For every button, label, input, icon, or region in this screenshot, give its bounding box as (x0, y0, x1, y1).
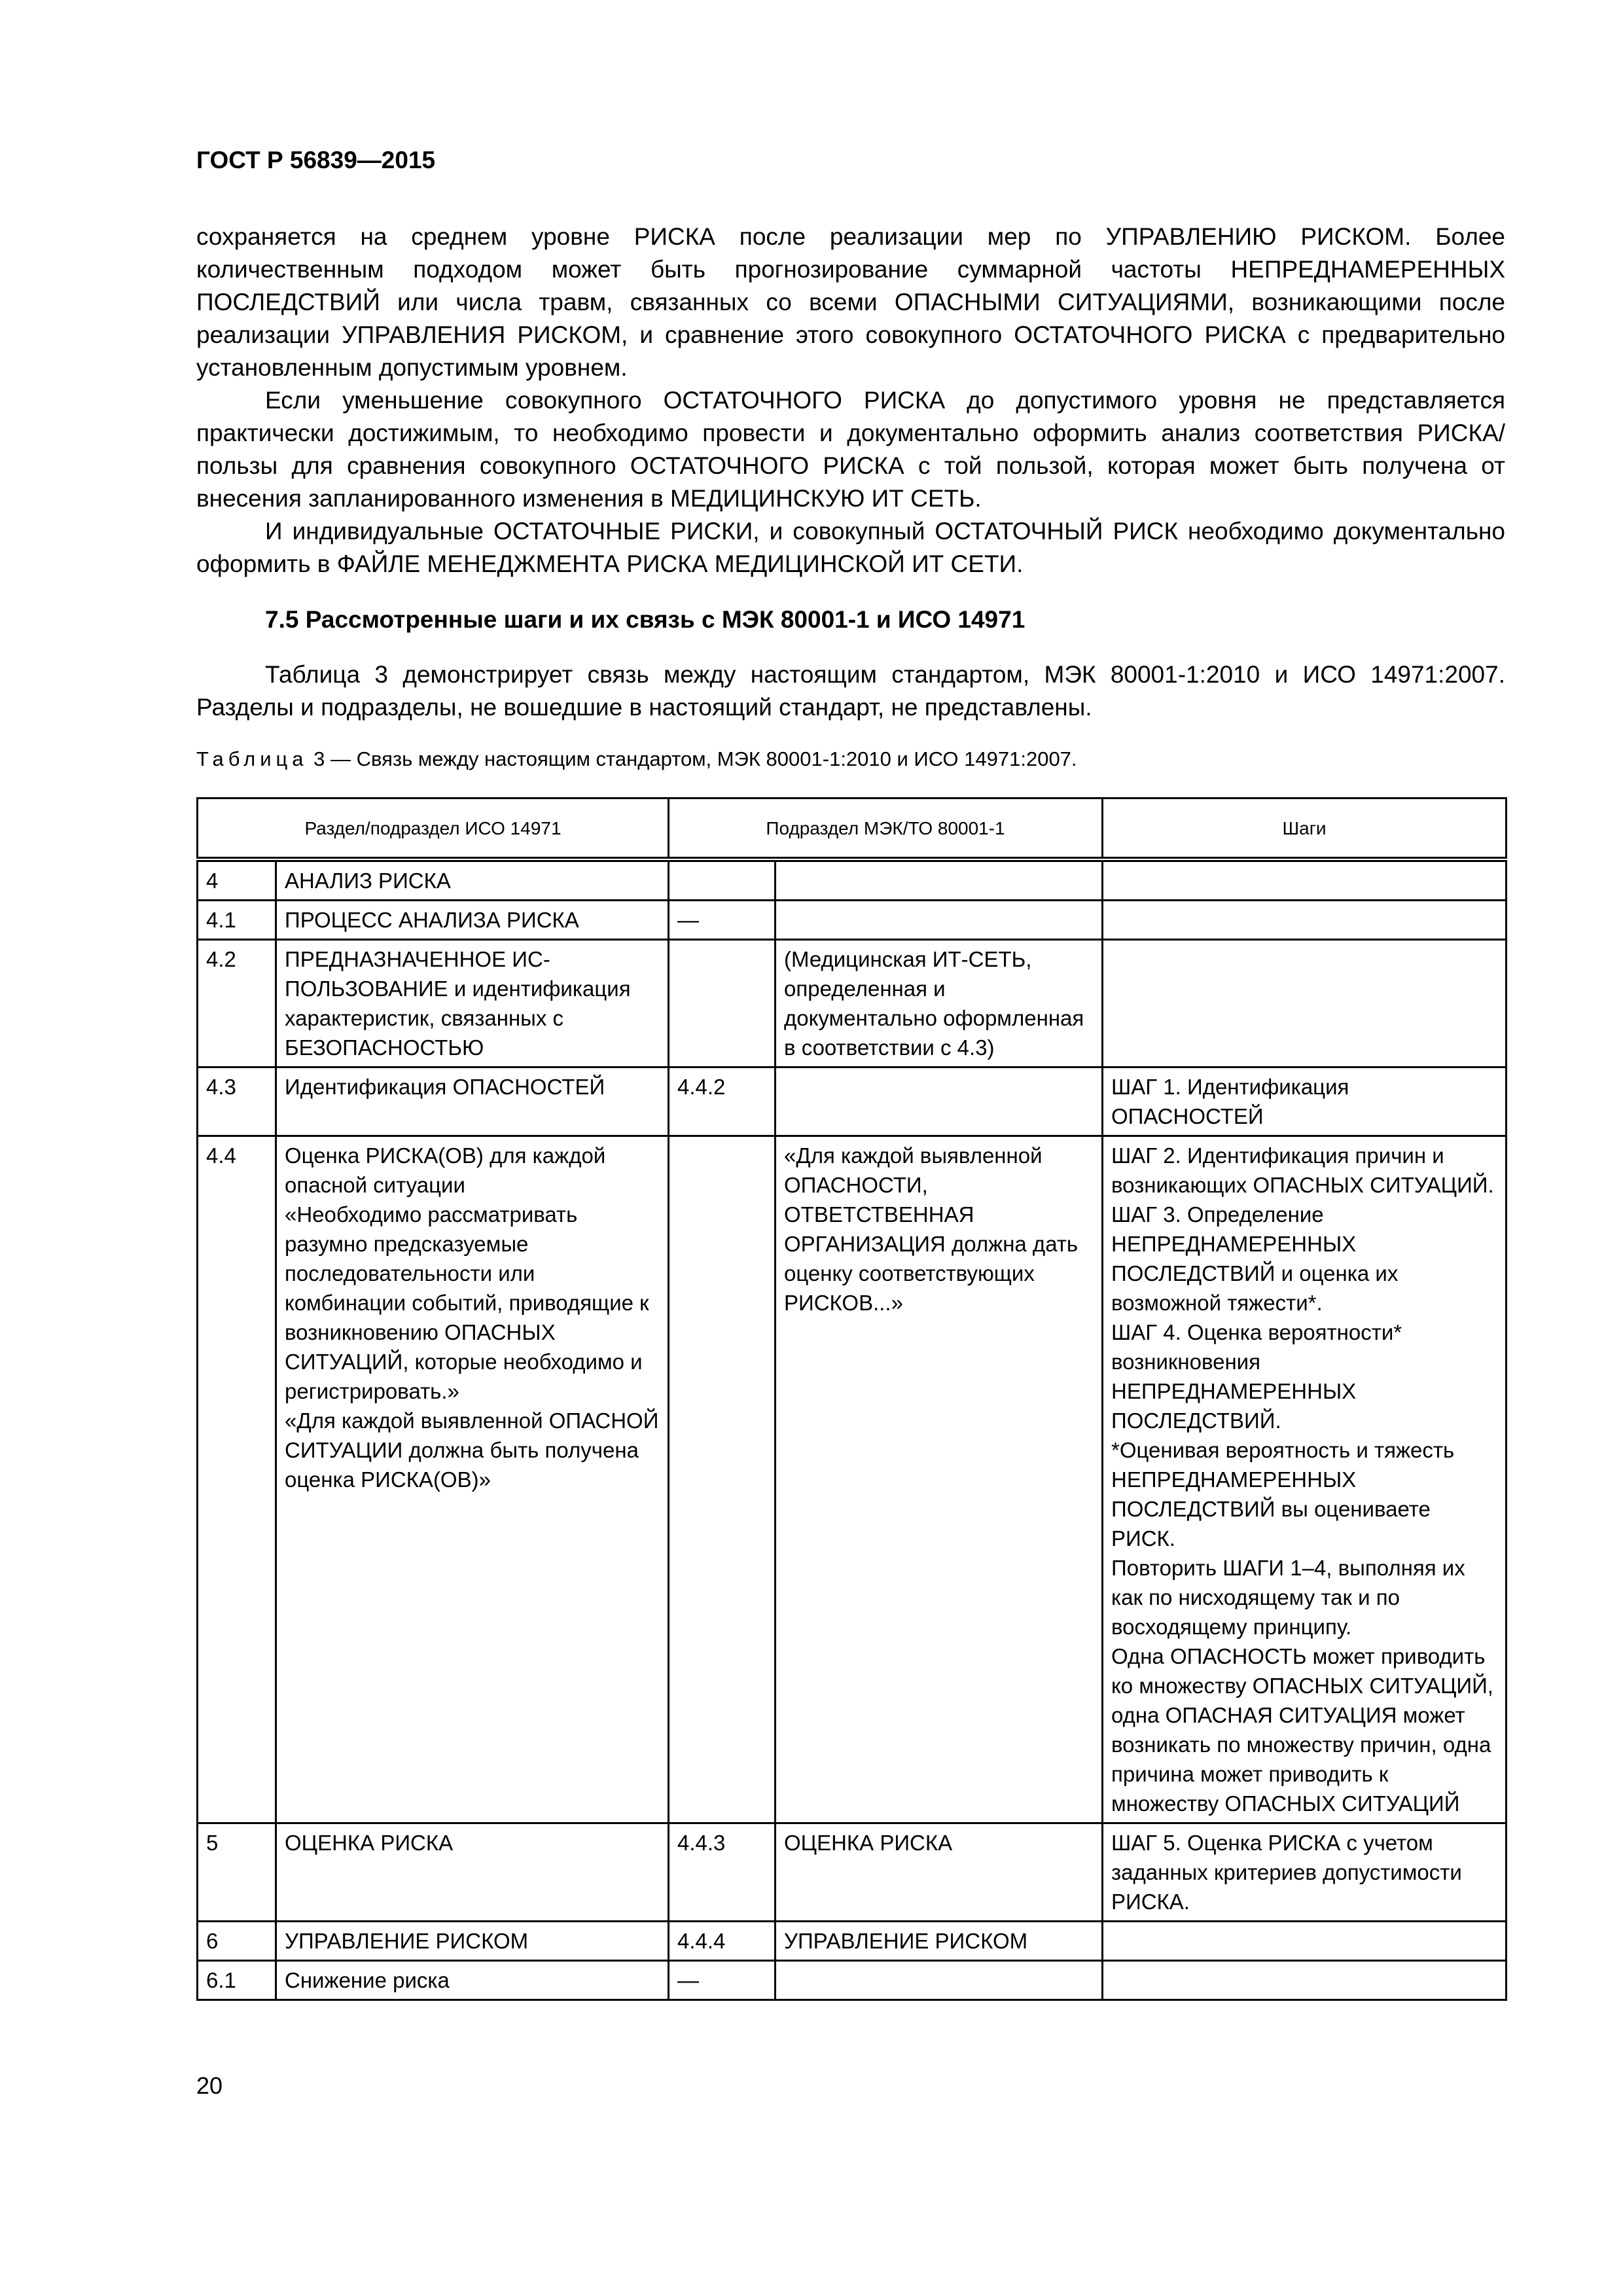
section-heading: 7.5 Рассмотренные шаги и их связь с МЭК 80001-1 и ИСО 14971 (265, 606, 1026, 633)
cell-iec-number: 4.4.3 (669, 1823, 776, 1922)
document-header-title: ГОСТ Р 56839—2015 (196, 147, 436, 173)
iec-text-line: (Медицинская ИТ-СЕТЬ, определенная и документально оформленная в соответствии с 4.3) (784, 947, 1084, 1060)
cell-iso-title (276, 940, 669, 1067)
cell-iso-number: 4.2 (198, 940, 276, 1067)
header-iso: Раздел/подраздел ИСО 14971 (198, 798, 669, 860)
paragraph-3: И индивидуальные ОСТАТОЧНЫЕ РИСКИ, и совокупный ОСТАТОЧНЫЙ РИСК необходимо документально оформить в ФАЙЛЕ МЕНЕДЖМЕНТА РИСКА МЕДИЦИНСКОЙ ИТ СЕТИ. (196, 518, 1505, 577)
cell-iec-number (669, 940, 776, 1067)
iec-text-line: УПРАВЛЕНИЕ РИСКОМ (784, 1929, 1028, 1953)
table-row (198, 859, 1507, 901)
iso-title-line: УПРАВЛЕНИЕ РИСКОМ (285, 1929, 529, 1953)
header-iec: Подраздел МЭК/ТО 80001-1 (669, 798, 1103, 860)
cell-iec-text (776, 940, 1103, 1067)
cell-iso-number: 4.1 (198, 901, 276, 940)
table-caption-prefix: Таблица (196, 747, 308, 770)
cell-iso-title (276, 1067, 669, 1136)
cell-iso-title (276, 1922, 669, 1961)
table-row (198, 901, 1507, 940)
cell-iec-text (776, 901, 1103, 940)
section-intro: Таблица 3 демонстрирует связь между настоящим стандартом, МЭК 80001-1:2010 и ИСО 14971:2007. Разделы и подразделы, не вошедшие в настоящий стандарт, не представлены. (196, 661, 1505, 721)
iec-text-line: «Для каждой выявленной ОПАСНОСТИ, ОТВЕТСТВЕННАЯ ОРГАНИЗАЦИЯ должна дать оценку соответствующих РИСКОВ...» (784, 1143, 1079, 1315)
cell-iec-text (776, 1823, 1103, 1922)
iso-title-line: ПРЕДНАЗНАЧЕННОЕ ИС-ПОЛЬЗОВАНИЕ и идентификация характеристик, связанных с БЕЗОПАСНОСТЬЮ (285, 947, 631, 1060)
cell-steps (1103, 901, 1507, 940)
cell-steps (1103, 1823, 1507, 1922)
step-line: Повторить ШАГИ 1–4, выполняя их как по нисходящему так и по восходящему принципу. (1111, 1556, 1465, 1639)
table-row (198, 1067, 1507, 1136)
step-line: ШАГ 5. Оценка РИСКА с учетом заданных критериев допустимости РИСКА. (1111, 1831, 1462, 1914)
cell-iso-number: 6 (198, 1922, 276, 1961)
step-line: ШАГ 1. Идентификация ОПАСНОСТЕЙ (1111, 1075, 1349, 1128)
cell-iso-number: 4.3 (198, 1067, 276, 1136)
paragraph-1: сохраняется на среднем уровне РИСКА после реализации мер по УПРАВЛЕНИЮ РИСКОМ. Более количественным подходом может быть прогнозирование суммарной частоты НЕПРЕДНАМЕРЕННЫХ ПОСЛЕДСТВИЙ или числа травм, связанных со всеми ОПАСНЫМИ СИТУАЦИЯМИ, возникающими после реализации УПРАВЛЕНИЯ РИСКОМ, и сравнение этого совокупного ОСТАТОЧНОГО РИСКА с предварительно установленным допустимым уровнем. (196, 223, 1505, 381)
table-row (198, 1136, 1507, 1823)
page-number: 20 (196, 2072, 223, 2099)
cell-iso-title (276, 1961, 669, 2000)
body-text (196, 221, 1505, 581)
cell-iec-text (776, 859, 1103, 901)
cell-iso-number: 4 (198, 859, 276, 901)
cell-steps (1103, 859, 1507, 901)
cell-iec-text (776, 1136, 1103, 1823)
step-line: ШАГ 2. Идентификация причин и возникающих ОПАСНЫХ СИТУАЦИЙ. (1111, 1143, 1494, 1197)
paragraph-2: Если уменьшение совокупного ОСТАТОЧНОГО РИСКА до допустимого уровня не представляется практически достижимым, то необходимо провести и документально оформить анализ соответствия РИСКА/пользы для сравнения совокупного ОСТАТОЧНОГО РИСКА с той пользой, которая может быть получена от внесения запланированного изменения в МЕДИЦИНСКУЮ ИТ СЕТЬ. (196, 387, 1505, 512)
iso-title-line: Оценка РИСКА(ОВ) для каждой опасной ситуации (285, 1143, 606, 1197)
step-line: Одна ОПАСНОСТЬ может приводить ко множеству ОПАСНЫХ СИТУАЦИЙ, одна ОПАСНАЯ СИТУАЦИЯ может возникать по множеству причин, одна причина может приводить к множеству ОПАСНЫХ СИТУАЦИЙ (1111, 1644, 1493, 1816)
cell-iso-title (276, 1136, 669, 1823)
cell-iso-number: 4.4 (198, 1136, 276, 1823)
cell-iso-title (276, 859, 669, 901)
step-line: ШАГ 3. Определение НЕПРЕДНАМЕРЕННЫХ ПОСЛЕДСТВИЙ и оценка их возможной тяжести*. (1111, 1202, 1399, 1315)
cell-iec-number (669, 859, 776, 901)
cell-steps (1103, 1136, 1507, 1823)
table-row (198, 940, 1507, 1067)
iso-title-line: Снижение риска (285, 1968, 450, 1992)
step-line: ШАГ 4. Оценка вероятности* возникновения НЕПРЕДНАМЕРЕННЫХ ПОСЛЕДСТВИЙ. (1111, 1320, 1402, 1433)
iso-title-line: АНАЛИЗ РИСКА (285, 869, 451, 893)
cell-iec-number (669, 1136, 776, 1823)
cell-iec-number: 4.4.2 (669, 1067, 776, 1136)
cell-steps (1103, 1067, 1507, 1136)
iec-text-line: ОЦЕНКА РИСКА (784, 1831, 953, 1855)
cell-steps (1103, 940, 1507, 1067)
iso-title-line: «Необходимо рассматривать разумно предсказуемые последовательности или комбинации событий, приводящие к возникновению ОПАСНЫХ СИТУАЦИЙ, которые необходимо и регистрировать.» (285, 1202, 649, 1403)
cell-iso-title (276, 901, 669, 940)
cell-iso-title (276, 1823, 669, 1922)
cell-iec-number: 4.4.4 (669, 1922, 776, 1961)
cell-iec-number: — (669, 901, 776, 940)
iso-title-line: ПРОЦЕСС АНАЛИЗА РИСКА (285, 908, 579, 932)
table-header-row (198, 798, 1507, 860)
header-steps: Шаги (1103, 798, 1507, 860)
cell-iec-text (776, 1961, 1103, 2000)
iso-title-line: Идентификация ОПАСНОСТЕЙ (285, 1075, 605, 1099)
cell-iso-number: 5 (198, 1823, 276, 1922)
table-row (198, 1961, 1507, 2000)
cell-iec-number: — (669, 1961, 776, 2000)
cell-iso-number: 6.1 (198, 1961, 276, 2000)
correlation-table (196, 797, 1507, 2001)
cell-steps (1103, 1961, 1507, 2000)
cell-iec-text (776, 1922, 1103, 1961)
step-line: *Оценивая вероятность и тяжесть НЕПРЕДНАМЕРЕННЫХ ПОСЛЕДСТВИЙ вы оцениваете РИСК. (1111, 1438, 1455, 1551)
table-row (198, 1922, 1507, 1961)
table-body (198, 859, 1507, 2000)
table-caption-text: 3 — Связь между настоящим стандартом, МЭК 80001-1:2010 и ИСО 14971:2007. (308, 747, 1077, 770)
table-caption (196, 747, 1077, 771)
cell-iec-text (776, 1067, 1103, 1136)
table-row (198, 1823, 1507, 1922)
cell-steps (1103, 1922, 1507, 1961)
iso-title-line: «Для каждой выявленной ОПАСНОЙ СИТУАЦИИ должна быть получена оценка РИСКА(ОВ)» (285, 1408, 659, 1492)
iso-title-line: ОЦЕНКА РИСКА (285, 1831, 454, 1855)
